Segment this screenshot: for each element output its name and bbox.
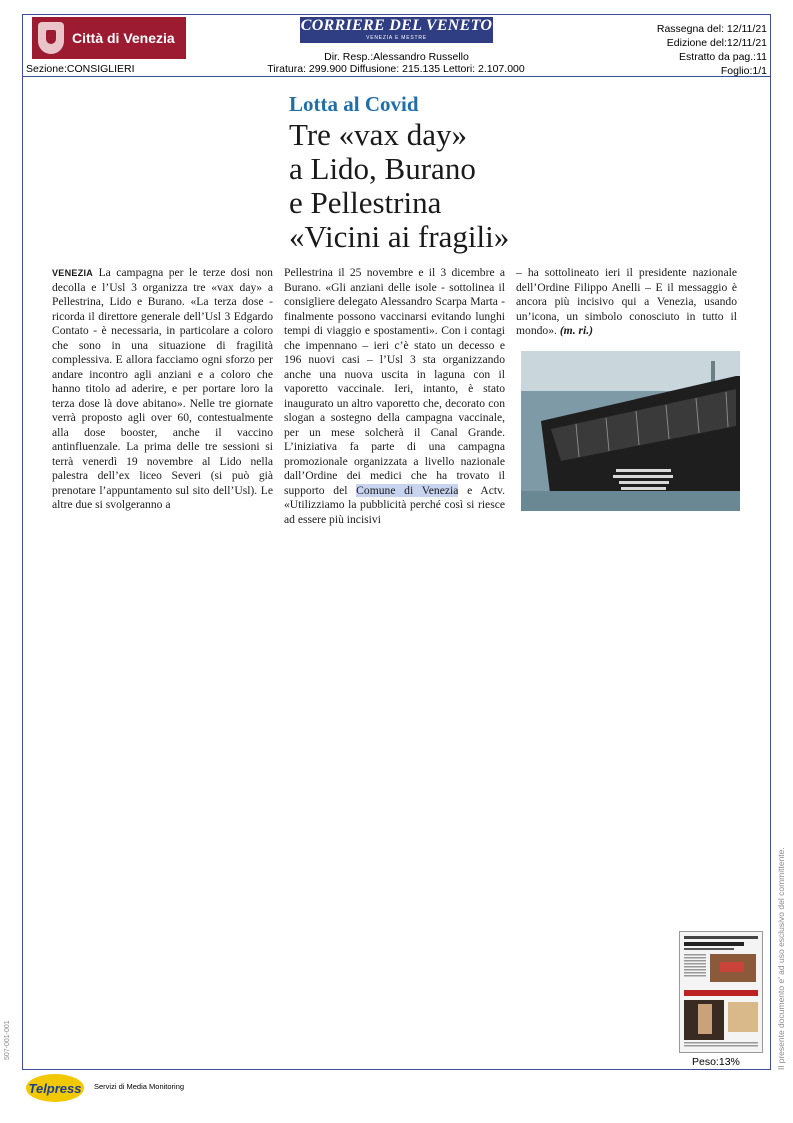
vaporetto-image: [521, 351, 740, 511]
headline-line: «Vicini ai fragili»: [289, 219, 510, 254]
article-headline: [289, 118, 509, 254]
headline-line: e Pellestrina: [289, 185, 442, 220]
masthead-title: CORRIERE DEL VENETO: [300, 17, 493, 34]
director-line: Dir. Resp.:Alessandro Russello: [324, 51, 469, 63]
telpress-logo: Telpress: [26, 1074, 84, 1102]
section-label: Sezione:CONSIGLIERI: [26, 63, 135, 75]
rassegna-date: Rassegna del: 12/11/21: [656, 23, 767, 35]
highlighted-client-name: Comune di Venezia: [356, 483, 459, 497]
lion-crest-icon: [38, 22, 64, 54]
client-logo: [32, 17, 186, 59]
article-column-1: [52, 266, 273, 513]
weight-percentage: Peso:13%: [692, 1056, 740, 1068]
disclaimer-text: Il presente documento e' ad uso esclusivo del committente.: [776, 847, 786, 1070]
document-code: 507-001-001: [4, 1020, 11, 1060]
article-kicker: Lotta al Covid: [289, 92, 419, 116]
page-thumbnail: [679, 931, 763, 1053]
review-metadata: [657, 22, 767, 78]
services-text: Servizi di Media Monitoring: [94, 1082, 185, 1091]
page-extract: Estratto da pag.:11: [679, 51, 767, 63]
article-column-2: [284, 266, 505, 527]
column-text: e Actv. «Utilizziamo la pubblicità perché così si riesce ad essere più incisivi: [284, 483, 505, 526]
column-text: La campagna per le terze dosi non decolla e l’Usl 3 organizza tre «vax day» a Pellestrina, Lido e Burano. «La terza dose - ricorda il direttore generale dell’Usl 3 Edgardo Contato - è necessaria, in particolare a coloro che sono in una situazione di fragilità complessiva. E allora facciamo ogni sforzo per andare incontro agli anziani e a coloro che hanno titolo ad aderire, e per portare loro la terza dose là dove abitano». Nelle tre giornate verrà proposto agli over 60, contestualmente alla dose booster, anche il vaccino antinfluenzale. La prima delle tre sessioni si terrà venerdì 19 novembre al Lido nella palestra dell’ex liceo Severi (si può già prenotare l’appuntamento sul sito dell’Usl). Le altre due si svolgeranno a: [52, 266, 273, 511]
edition-date: Edizione del:12/11/21: [666, 37, 767, 49]
headline-line: Tre «vax day»: [289, 117, 467, 152]
vaporetto-photo: [521, 351, 740, 511]
dateline: VENEZIA: [52, 268, 94, 278]
column-text: – ha sottolineato ieri il presidente nazionale dell’Ordine Filippo Anelli – E il messaggio è ancora più incisivo qui a Venezia, usando un’icona, un simbolo conosciuto in tutto il mondo».: [516, 266, 737, 337]
author-signature: (m. ri.): [559, 324, 593, 337]
column-text: Pellestrina il 25 novembre e il 3 dicembre a Burano. «Gli anziani delle isole - sottolinea il consigliere delegato Alessandro Scarpa Marta - finalmente possono vaccinarsi evitando lunghi tempi di viaggio e spostamenti». Con i contagi che impennano – ieri c’è stato un decesso e 196 nuovi casi – l’Usl 3 sta organizzando anche una nuova uscita in laguna con il vaporetto vaccinale. Ieri, intanto, è stato inaugurato un altro vaporetto che, decorato con slogan a sostegno della campagna vaccinale, per un mese solcherà il Canal Grande. L’iniziativa fa parte di una campagna promozionale organizzata a livello nazionale dall’Ordine dei medici che ha trovato il supporto del: [284, 266, 505, 497]
article-column-3: [516, 266, 737, 339]
headline-line: a Lido, Burano: [289, 151, 476, 186]
sheet-number: Foglio:1/1: [720, 65, 767, 77]
page-thumbnail-image: [680, 932, 762, 1052]
client-logo-text: Città di Venezia: [72, 30, 175, 46]
circulation-line: Tiratura: 299.900 Diffusione: 215.135 Lettori: 2.107.000: [267, 63, 525, 75]
masthead-subtitle: VENEZIA E MESTRE: [366, 35, 427, 41]
newspaper-masthead: [300, 17, 493, 43]
